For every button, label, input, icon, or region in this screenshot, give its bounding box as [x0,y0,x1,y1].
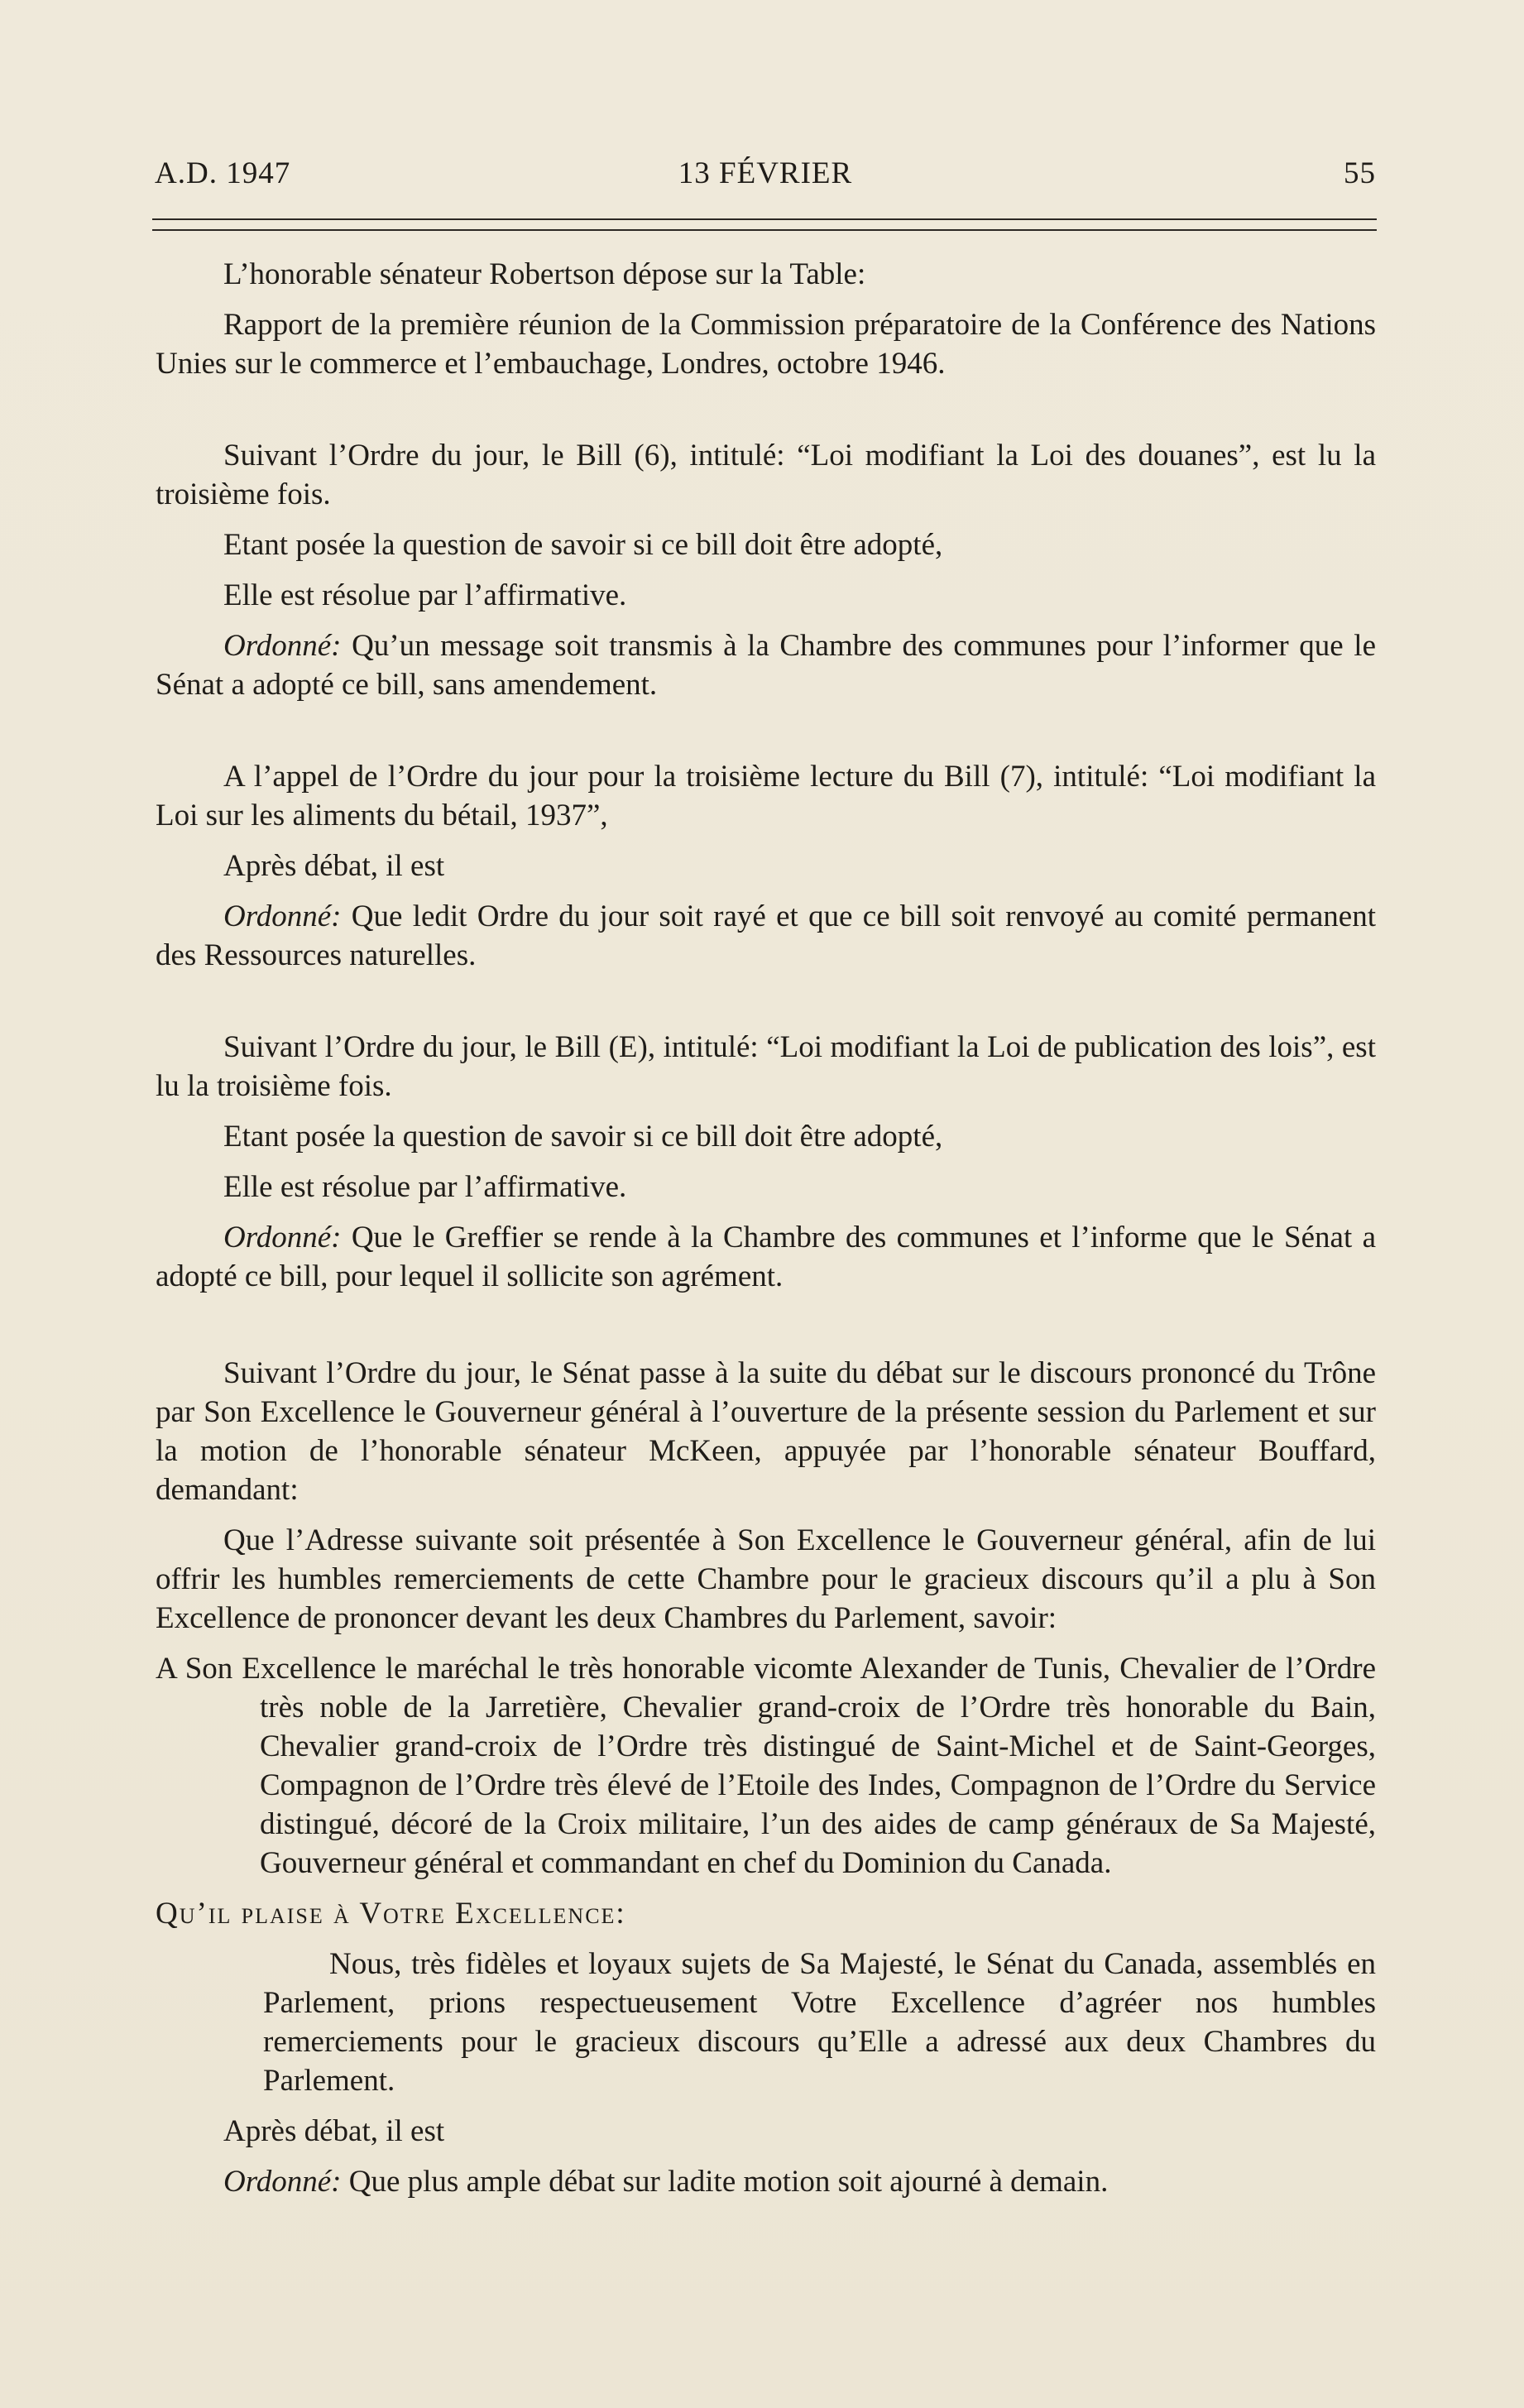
paragraph-question-1: Etant posée la question de savoir si ce bill doit être adopté, [223,528,943,562]
ordered-label: Ordonné: [223,1221,342,1254]
ordered-text: Que ledit Ordre du jour soit rayé et que ce bill soit renvoyé au comité permanent des Ressources naturelles. [156,899,1376,972]
header-year: A.D. 1947 [155,156,291,190]
address-to-excellency: A Son Excellence le maréchal le très honorable vicomte Alexander de Tunis, Chevalier de l’Ordre très noble de la Jarretière, Chevalier grand-croix de l’Ordre très honorable du Bain, Chevalier grand-croix de l’Ordre très distingué de Saint-Michel et de Saint-Georges, Compagnon de l’Ordre très élevé de l’Etoile des Indes, Compagnon de l’Ordre du Service distingué, décoré de la Croix militaire, l’un des aides de camp généraux de Sa Majesté, Gouverneur général et commandant en chef du Dominion du Canada. [156,1652,1376,1880]
ordered-label: Ordonné: [223,899,342,933]
paragraph-ordered-3 [156,1218,1376,1296]
paragraph-debate-1: Après débat, il est [223,849,445,883]
paragraph-resolved-2: Elle est résolue par l’affirmative. [223,1170,627,1204]
header-date: 13 FÉVRIER [678,156,853,190]
paragraph-bill-6: Suivant l’Ordre du jour, le Bill (6), intitulé: “Loi modifiant la Loi des douanes”, est lu la troisième fois. [156,439,1376,511]
address-body-text: Nous, très fidèles et loyaux sujets de Sa Majesté, le Sénat du Canada, assemblés en Parlement, prions respectueusement Votre Excellence d’agréer nos humbles remerciements pour le gracieux discours qu’Elle a adressé aux deux Chambres du Parlement. [263,1947,1376,2098]
header-rule-top [152,218,1377,220]
ordered-label: Ordonné: [223,629,342,663]
paragraph-bill-e: Suivant l’Ordre du jour, le Bill (E), intitulé: “Loi modifiant la Loi de publication des lois”, est lu la troisième fois. [156,1030,1376,1103]
paragraph-resolved-1: Elle est résolue par l’affirmative. [223,578,627,612]
page-number: 55 [1344,156,1376,190]
page-header [155,156,1376,199]
ordered-text: Que plus ample débat sur ladite motion soit ajourné à demain. [341,2165,1109,2199]
paragraph-address-intro: Que l’Adresse suivante soit présentée à Son Excellence le Gouverneur général, afin de lui offrir les humbles remerciements de cette Chambre pour le gracieux discours qu’il a plu à Son Excellence de prononcer devant les deux Chambres du Parlement, savoir: [156,1523,1376,1635]
header-rule-bottom [152,229,1377,231]
paragraph-robertson-tables: L’honorable sénateur Robertson dépose sur la Table: [223,257,866,291]
ordered-text: Que le Greffier se rende à la Chambre des communes et l’informe que le Sénat a adopté ce bill, pour lequel il sollicite son agrément. [156,1221,1376,1293]
address-body [156,1945,1376,2100]
paragraph-report: Rapport de la première réunion de la Commission préparatoire de la Conférence des Nations Unies sur le commerce et l’embauchage, Londres, octobre 1946. [156,308,1376,381]
paragraph-debate-2: Après débat, il est [223,2114,445,2148]
paragraph-ordered-1 [156,626,1376,704]
page-body [156,255,1376,2213]
paragraph-bill-7: A l’appel de l’Ordre du jour pour la troisième lecture du Bill (7), intitulé: “Loi modifiant la Loi sur les aliments du bétail, 1937”, [156,760,1376,832]
paragraph-throne-speech: Suivant l’Ordre du jour, le Sénat passe à la suite du débat sur le discours prononcé du Trône par Son Excellence le Gouverneur général à l’ouverture de la présente session du Parlement et sur la motion de l’honorable sénateur McKeen, appuyée par l’honorable sénateur Bouffard, demandant: [156,1356,1376,1507]
paragraph-question-2: Etant posée la question de savoir si ce bill doit être adopté, [223,1120,943,1154]
ordered-text: Qu’un message soit transmis à la Chambre des communes pour l’informer que le Sénat a adopté ce bill, sans amendement. [156,629,1376,702]
paragraph-ordered-2 [156,897,1376,975]
paragraph-ordered-4 [156,2162,1376,2201]
ordered-label: Ordonné: [223,2165,342,2199]
salutation-heading: Qu’il plaise à Votre Excellence: [156,1897,626,1931]
